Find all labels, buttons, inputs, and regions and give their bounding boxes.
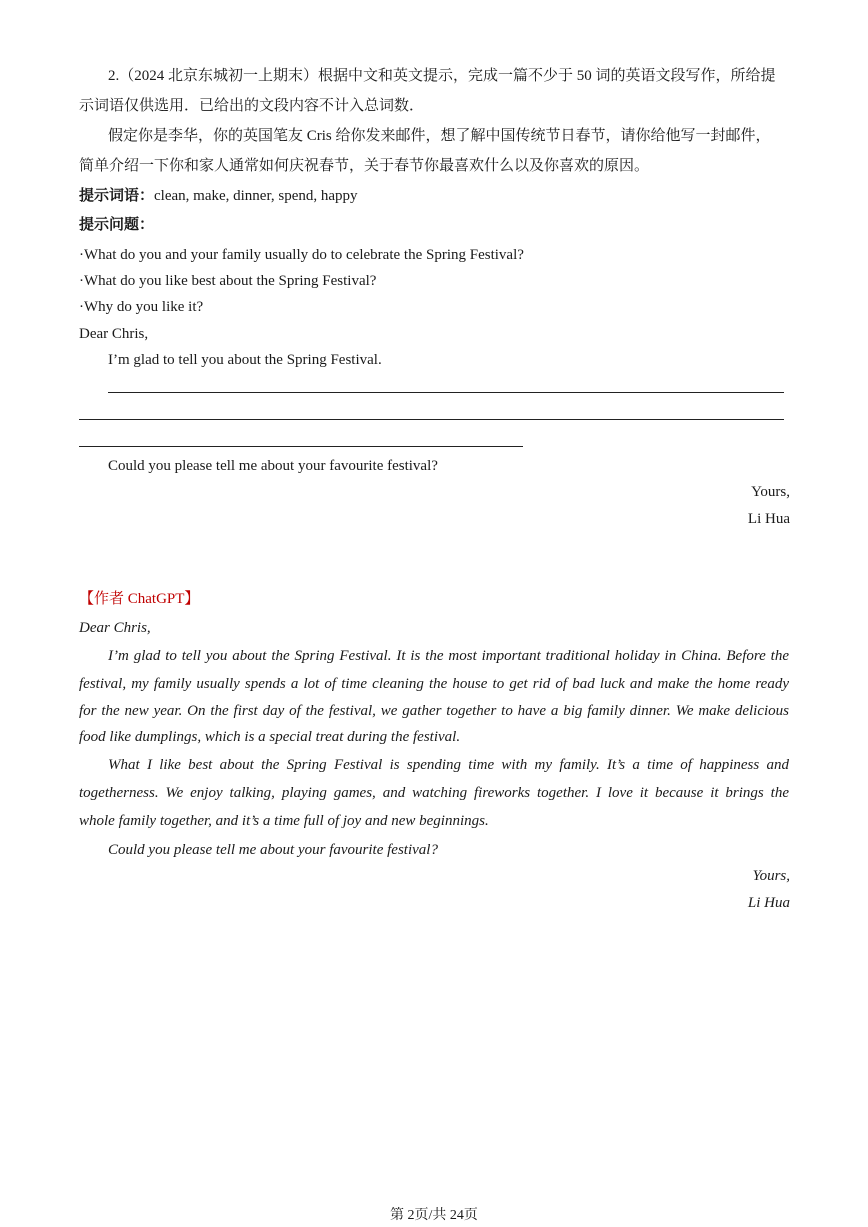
author-tag: 【作者 ChatGPT】	[79, 591, 200, 607]
essay-sign-off: Yours,	[752, 868, 790, 884]
essay-closing-question: Could you please tell me about your favourite festival?	[108, 842, 438, 858]
letter-opening: I’m glad to tell you about the Spring Festival.	[108, 352, 382, 368]
scenario-line-2: 简单介绍一下你和家人通常如何庆祝春节，关于春节你最喜欢什么以及你喜欢的原因。	[79, 158, 650, 174]
letter-closing-question: Could you please tell me about your favourite festival?	[108, 458, 438, 474]
hint-questions-label: 提示问题：	[79, 217, 155, 233]
essay-para1-line-3: for the new year. On the first day of the festival, we gather together to have a big family dinner. We make delicious	[79, 703, 789, 719]
hint-question-2: ·What do you like best about the Spring Festival?	[79, 273, 377, 289]
essay-para2-line-1: What I like best about the Spring Festival is spending time with my family. It’s a time of happiness and	[108, 757, 789, 773]
letter-signature: Li Hua	[747, 511, 790, 527]
hint-words: clean, make, dinner, spend, happy	[154, 188, 358, 204]
answer-blank-line-1	[108, 392, 784, 393]
question-line-1: 2.（2024 北京东城初一上期末）根据中文和英文提示，完成一篇不少于 50 词的英语文段写作，所给提	[108, 68, 776, 84]
scenario-line-1: 假定你是李华，你的英国笔友 Cris 给你发来邮件，想了解中国传统节日春节，请你给他写一封邮件，	[108, 128, 771, 144]
hint-question-1: ·What do you and your family usually do to celebrate the Spring Festival?	[79, 247, 524, 263]
hint-words-row	[79, 186, 358, 206]
essay-para1-line-4: food like dumplings, which is a special treat during the festival.	[79, 729, 461, 745]
letter-greeting: Dear Chris,	[79, 326, 149, 342]
essay-para2-line-3: whole family together, and it’s a time full of joy and new beginnings.	[79, 813, 489, 829]
essay-para2-line-2: togetherness. We enjoy talking, playing games, and watching fireworks together. I love it because it brings the	[79, 785, 789, 801]
answer-blank-line-3	[79, 446, 523, 447]
hint-words-label: 提示词语：	[79, 188, 155, 204]
essay-signature: Li Hua	[747, 895, 790, 911]
answer-blank-line-2	[79, 419, 784, 420]
essay-para1-line-2: festival, my family usually spends a lot of time cleaning the house to get rid of bad luck and make the home ready	[79, 676, 789, 692]
hint-question-3: ·Why do you like it?	[79, 299, 204, 315]
page-number: 第 2页/共 24页	[390, 1208, 478, 1223]
letter-sign-off: Yours,	[751, 484, 790, 500]
essay-greeting: Dear Chris,	[79, 620, 151, 636]
essay-para1-line-1: I’m glad to tell you about the Spring Festival. It is the most important traditional holiday in China. Before the	[108, 648, 789, 664]
question-line-2: 示词语仅供选用．已给出的文段内容不计入总词数．	[79, 98, 425, 114]
